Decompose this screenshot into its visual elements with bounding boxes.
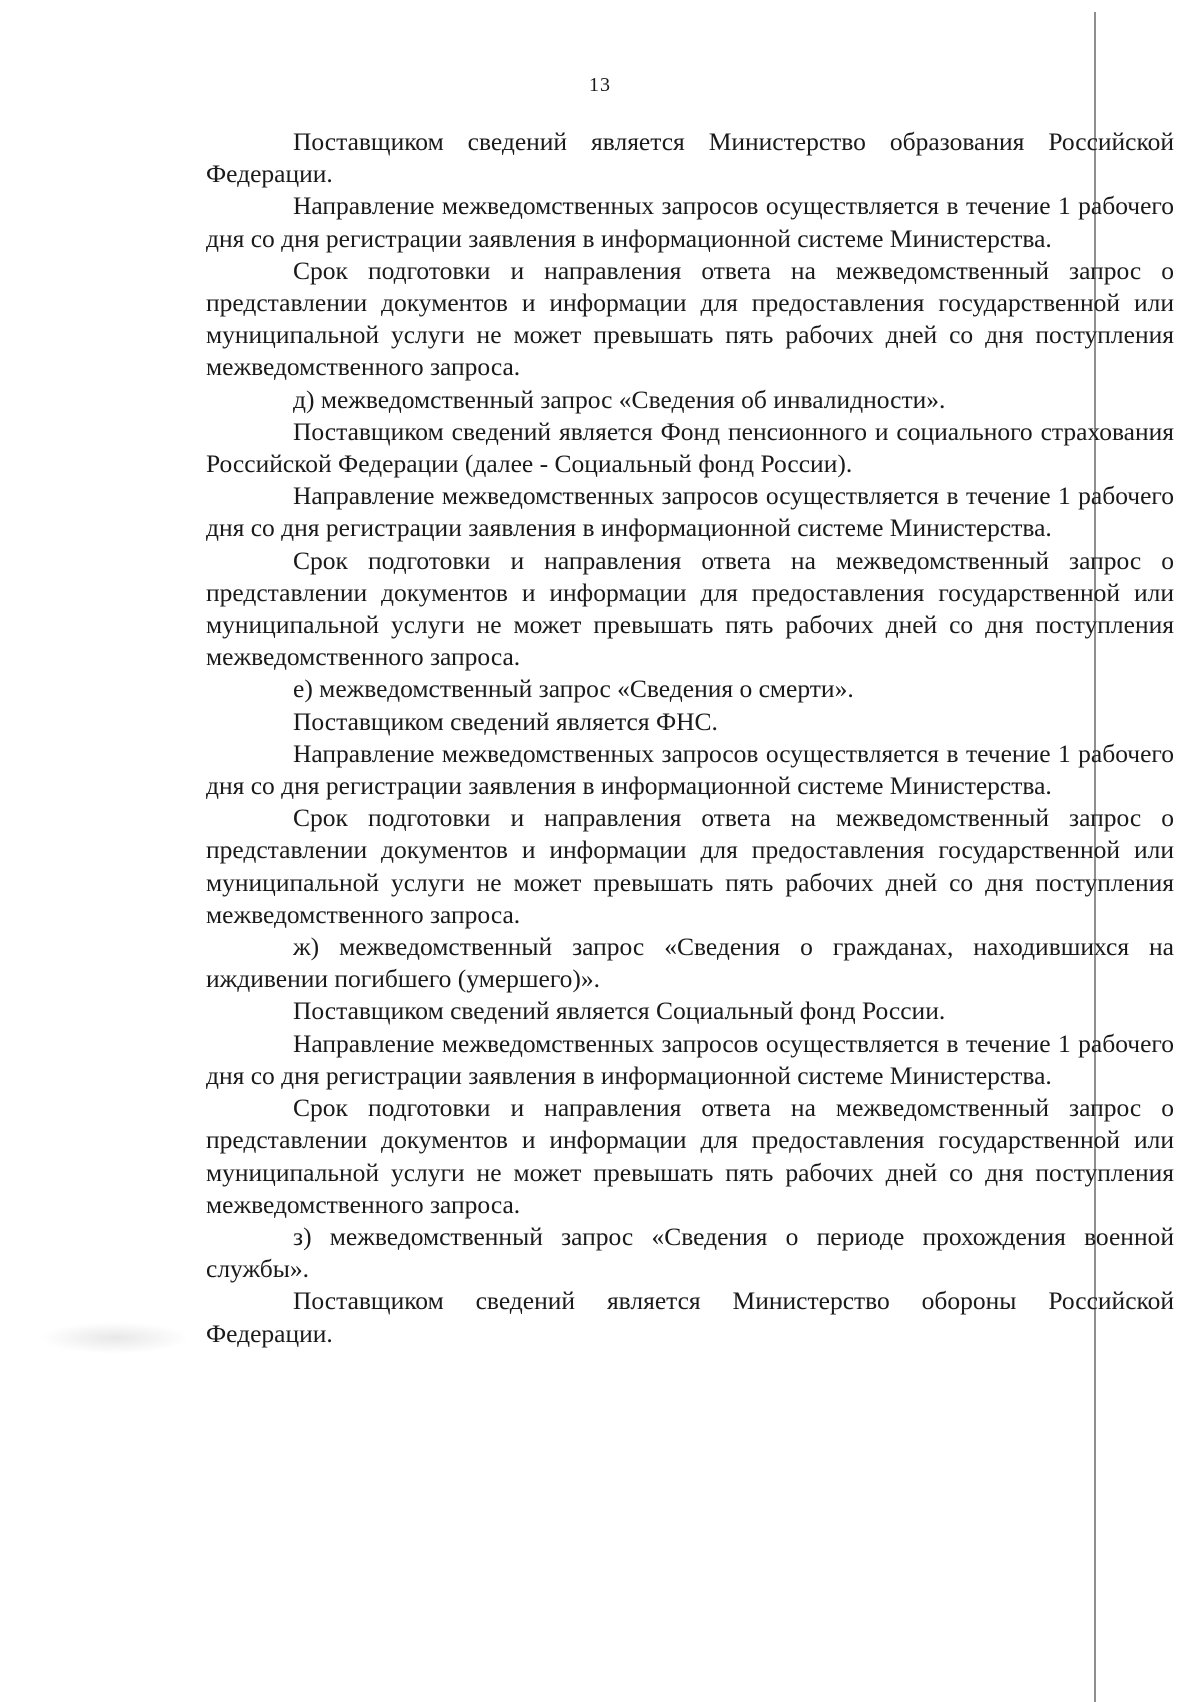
paragraph-provider-social-fund: Поставщиком сведений является Фонд пенсионного и социального страхования Российской Федерации (далее - Социальный фонд России). [206, 416, 1174, 479]
paragraph-provider-fns: Поставщиком сведений является ФНС. [293, 706, 718, 736]
paragraph-request-timing: Направление межведомственных запросов осуществляется в течение 1 рабочего дня со дня регистрации заявления в информационной системе Министерства. [206, 1028, 1174, 1090]
paragraph-provider-education: Поставщиком сведений является Министерство образования Российской Федерации. [206, 127, 1174, 189]
paragraph-response-deadline: Срок подготовки и направления ответа на межведомственный запрос о представлении документов и информации для предоставления государственной или муниципальной услуги не может превышать пять рабочих дней со дня поступления межведомственного запроса. [206, 255, 1174, 382]
paragraph-item-e-death: е) межведомственный запрос «Сведения о смерти». [293, 674, 854, 704]
paragraph-request-timing: Направление межведомственных запросов осуществляется в течение 1 рабочего дня со дня регистрации заявления в информационной системе Министерства. [206, 738, 1174, 801]
page-number: 13 [589, 74, 611, 96]
paragraph-response-deadline: Срок подготовки и направления ответа на межведомственный запрос о представлении документов и информации для предоставления государственной или муниципальной услуги не может превышать пять рабочих дней со дня поступления межведомственного запроса. [206, 545, 1174, 672]
paragraph-item-z-military: з) межведомственный запрос «Сведения о периоде прохождения военной службы». [206, 1221, 1174, 1284]
document-body [206, 126, 1174, 1350]
paragraph-request-timing: Направление межведомственных запросов осуществляется в течение 1 рабочего дня со дня регистрации заявления в информационной системе Министерства. [206, 481, 1174, 543]
paragraph-provider-defense: Поставщиком сведений является Министерство обороны Российской Федерации. [206, 1286, 1174, 1348]
paragraph-provider-social-fund-short: Поставщиком сведений является Социальный фонд России. [293, 996, 946, 1026]
paragraph-response-deadline: Срок подготовки и направления ответа на межведомственный запрос о представлении документов и информации для предоставления государственной или муниципальной услуги не может превышать пять рабочих дней со дня поступления межведомственного запроса. [206, 1093, 1174, 1219]
paragraph-request-timing: Направление межведомственных запросов осуществляется в течение 1 рабочего дня со дня регистрации заявления в информационной системе Министерства. [206, 191, 1174, 253]
paragraph-response-deadline: Срок подготовки и направления ответа на межведомственный запрос о представлении документов и информации для предоставления государственной или муниципальной услуги не может превышать пять рабочих дней со дня поступления межведомственного запроса. [206, 803, 1174, 929]
scan-smudge [40, 1322, 190, 1354]
paragraph-item-zh-dependents: ж) межведомственный запрос «Сведения о гражданах, находившихся на иждивении погибшего (умершего)». [206, 932, 1174, 994]
paragraph-item-d-disability: д) межведомственный запрос «Сведения об инвалидности». [293, 384, 946, 414]
